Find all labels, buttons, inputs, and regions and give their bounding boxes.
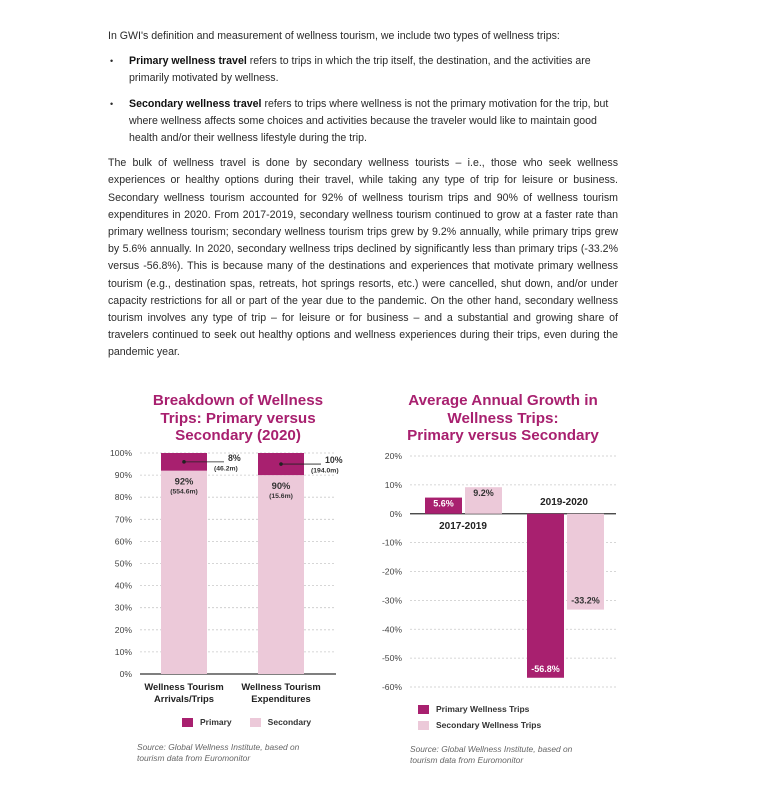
legend-item-secondary-trips	[418, 720, 541, 730]
y-tick-label: 40%	[114, 580, 132, 591]
chart2-title	[388, 392, 618, 445]
y-tick-label: 10%	[384, 479, 402, 490]
primary-swatch	[418, 705, 429, 714]
x-tick-label: 2019-2020	[540, 497, 588, 508]
x-tick-label: 2017-2019	[439, 521, 487, 532]
y-tick-label: 60%	[114, 536, 132, 547]
body-paragraph: The bulk of wellness travel is done by secondary wellness tourists – i.e., those who seek wellness experiences or healthy options during their travel, while taking any type of trip for leisure or business. Secondary wellness tourism accounted for 92% of wellness tourism trips and 90% of wellness tourism expenditures in 2020. From 2017-2019, secondary wellness tourism continued to grow at a faster rate than primary wellness tourism; secondary wellness tourism trips grew by 9.2% annually, while primary trips grew by 5.6% annually. In 2020, secondary wellness trips declined by significantly less than primary trips (-33.2% versus -56.8%). This is because many of the destinations and experiences that motivate primary wellness tourism (e.g., destination spas, retreats, hot springs resorts, etc.) were cancelled, shut down, and/or under capacity restrictions for all or part of the year due to the pandemic. On the other hand, secondary wellness tourism involves any type of trip – for leisure or for business – and a substantial and growing share of travelers continued to seek out healthy options and wellness experiences during their trips, even during the pandemic year.	[108, 157, 618, 359]
y-tick-label: -60%	[381, 682, 402, 692]
y-tick-label: 100%	[110, 448, 132, 458]
x-tick-label: Arrivals/Trips	[154, 693, 214, 704]
secondary-swatch	[250, 718, 261, 727]
y-tick-label: -50%	[381, 653, 402, 664]
y-tick-label: -20%	[381, 566, 402, 577]
legend-item-primary-trips	[418, 704, 541, 714]
y-tick-label: 20%	[384, 451, 402, 461]
legend-label: Secondary Wellness Trips	[436, 720, 542, 730]
y-tick-label: 50%	[114, 558, 132, 569]
chart1-legend	[182, 717, 311, 727]
bullet-term: Secondary wellness travel	[129, 97, 262, 110]
primary-swatch	[182, 718, 193, 727]
bar-secondary	[258, 475, 304, 674]
data-label: (46.2m)	[214, 465, 238, 473]
chart2-source: Source: Global Wellness Institute, based on tourism data from Euromonitor	[410, 744, 573, 765]
chart1-plot	[110, 448, 343, 704]
data-label: 9.2%	[473, 488, 494, 499]
data-label: 5.6%	[433, 498, 454, 509]
chart1-title-line: Trips: Primary versus	[160, 409, 316, 427]
secondary-swatch	[418, 721, 429, 730]
chart2-title-line: Primary versus Secondary	[407, 427, 599, 444]
chart1-title-line: Breakdown of Wellness	[152, 392, 324, 409]
chart2-title-line: Average Annual Growth in	[408, 392, 598, 409]
data-label: -33.2%	[571, 595, 600, 606]
y-tick-label: 0%	[119, 669, 132, 679]
legend-item-primary	[182, 717, 232, 727]
legend-item-secondary	[250, 717, 311, 727]
y-tick-label: -30%	[381, 595, 402, 606]
data-label: (194.0m)	[311, 467, 339, 475]
data-label: (554.6m)	[170, 488, 198, 496]
bullet-text: refers to trips where wellness is not the primary motivation for the trip, but where wellness affects some choices and activities because the traveler would like to maintain good health and/or their wellness lifestyle during the trip.	[129, 97, 609, 145]
legend-label: Primary	[200, 717, 232, 727]
y-tick-label: 20%	[114, 624, 132, 635]
data-label: -56.8%	[531, 663, 560, 674]
y-tick-label: 80%	[114, 492, 132, 503]
bar-secondary	[161, 471, 207, 674]
y-tick-label: 30%	[114, 602, 132, 613]
legend-label: Secondary	[267, 717, 312, 727]
chart1-title-line: Secondary (2020)	[175, 427, 301, 444]
data-label: 90%	[271, 480, 291, 492]
y-tick-label: -10%	[381, 537, 402, 548]
data-label: (15.6m)	[269, 493, 293, 501]
y-tick-label: 0%	[389, 508, 402, 519]
chart1-source: Source: Global Wellness Institute, based on tourism data from Euromonitor	[137, 742, 300, 763]
chart2-title-line: Wellness Trips:	[447, 409, 559, 427]
y-tick-label: 70%	[114, 514, 132, 525]
y-tick-label: -40%	[381, 624, 402, 635]
x-tick-label: Wellness Tourism	[144, 681, 224, 692]
chart2-legend	[418, 704, 541, 730]
y-tick-label: 90%	[114, 470, 132, 481]
chart2-plot	[382, 451, 616, 692]
legend-label: Primary Wellness Trips	[436, 704, 530, 714]
y-tick-label: 10%	[114, 646, 132, 657]
x-tick-label: Wellness Tourism	[241, 681, 321, 692]
bullet-text: refers to trips in which the trip itself, the destination, and the activities are primarily motivated by wellness.	[129, 55, 591, 85]
data-label: 10%	[325, 455, 343, 466]
data-label: 92%	[174, 475, 194, 487]
x-tick-label: Expenditures	[251, 693, 311, 704]
bullet-term: Primary wellness travel	[129, 55, 247, 68]
data-label: 8%	[228, 452, 241, 463]
bar-primary	[527, 514, 564, 678]
intro-paragraph: In GWI's definition and measurement of wellness tourism, we include two types of wellness trips:	[108, 30, 560, 42]
